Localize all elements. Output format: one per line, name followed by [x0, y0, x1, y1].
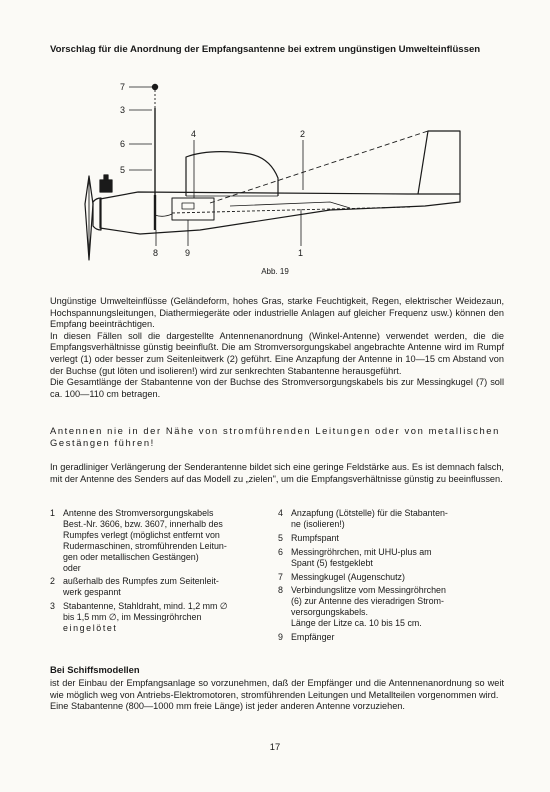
list-item: 8 Verbindungslitze vom Messingröhrchen (6) zur Antenne des vieradrigen Strom- versorgungskabels. Länge der Litze ca. 10 bis 15 cm. — [278, 585, 446, 629]
list-item: 9 Empfänger — [278, 632, 335, 643]
body-text-bottom — [50, 678, 504, 713]
label-1: 1 — [298, 248, 304, 258]
figure-caption: Abb. 19 — [261, 267, 289, 276]
list-item: 7 Messingkugel (Augenschutz) — [278, 571, 405, 582]
list-item: 3 Stabantenne, Stahldraht, mind. 1,2 mm ∅ bis 1,5 mm ∅, im Messingröhrchen eingelötet — [50, 601, 228, 634]
tail-antenna — [210, 131, 428, 203]
list-item: 6 Messingröhrchen, mit UHU-plus am Spant (5) festgeklebt — [278, 546, 432, 568]
paragraph: In geradliniger Verlängerung der Senderantenne bildet sich eine geringe Feldstärke aus. Es ist demnach falsch, mit der Antenne des Senders auf das Modell zu „zielen", um die Empfangsverhältnisse günstig zu beeinflussen. — [50, 462, 504, 484]
list-item: 5 Rumpfspant — [278, 532, 339, 543]
label-3: 3 — [120, 105, 126, 115]
list-item: 4 Anzapfung (Lötstelle) für die Stabanten- ne (isolieren!) — [278, 508, 448, 529]
label-8: 8 — [153, 248, 159, 258]
label-4: 4 — [191, 129, 197, 139]
paragraph: Eine Stabantenne (800—1000 mm freie Länge) ist jeder anderen Antenne vorzuziehen. — [50, 701, 405, 712]
body-text-top — [50, 296, 504, 400]
legend-list-right — [278, 508, 506, 646]
warning-text: Antennen nie in der Nähe von stromführenden Leitungen oder von metallischen Gestängen führen! — [50, 425, 500, 448]
label-2: 2 — [300, 129, 306, 139]
figure-title: Vorschlag für die Anordnung der Empfangsantenne bei extrem ungünstigen Umwelteinflüssen — [50, 44, 481, 55]
paragraph: Ungünstige Umwelteinflüsse (Geländeform, hohes Gras, starke Feuchtigkeit, Regen, elektrischer Weidezaun, Hochspannungsleitungen, Diathermiegeräte oder industrielle Anlagen auf gleicher Frequenz usw.) können den Empfang beeinträchtigen. — [50, 296, 504, 330]
paragraph: In diesen Fällen soll die dargestellte Antennenanordnung (Winkel-Antenne) verwendet werden, die die Empfangsverhältnisse günstig beeinflußt. Die am Stromversorgungskabel angebrachte Antenne wird im Rumpf verlegt (1) oder besser zum Seitenleitwerk (2) geführt. Eine Anzapfung der Antenne in 10—15 cm Abstand von der Buchse (gut löten und isolieren!) wird zur senkrechten Stabantenne herausgeführt. — [50, 330, 504, 376]
airplane-antenna-diagram — [60, 70, 480, 280]
paragraph: Die Gesamtlänge der Stabantenne von der Buchse des Stromversorgungskabels bis zur Messingkugel (7) soll ca. 100—110 cm betragen. — [50, 377, 504, 399]
page-number: 17 — [269, 741, 281, 752]
internal-antenna — [172, 207, 410, 213]
label-5: 5 — [120, 165, 126, 175]
paragraph: ist der Einbau der Empfangsanlage so vorzunehmen, daß der Empfänger und die Antennenanordnung so weit wie möglich weg von Antriebs-Elektromotoren, stromführenden Leitungen und Metallteilen vorgenommen wird. — [50, 678, 504, 700]
brass-ball — [152, 84, 157, 89]
list-item: 2 außerhalb des Rumpfes zum Seitenleit- werk gespannt — [50, 576, 219, 598]
legend-list-left — [50, 508, 264, 637]
engine-block — [100, 180, 112, 192]
label-6: 6 — [120, 139, 126, 149]
canopy — [186, 152, 278, 196]
connecting-wire — [155, 214, 172, 216]
body-text-middle — [50, 462, 504, 485]
section-heading: Bei Schiffsmodellen — [50, 664, 140, 675]
label-7: 7 — [120, 82, 126, 92]
label-9: 9 — [185, 248, 191, 258]
list-item: 1 Antenne des Stromversorgungskabels Best.-Nr. 3606, bzw. 3607, innerhalb des Rumpfes verlegt (möglichst entfernt von Rudermaschinen, stromführenden Leitun- gen oder metallischen Gestängen) oder — [50, 508, 227, 573]
vertical-tail — [418, 131, 460, 194]
